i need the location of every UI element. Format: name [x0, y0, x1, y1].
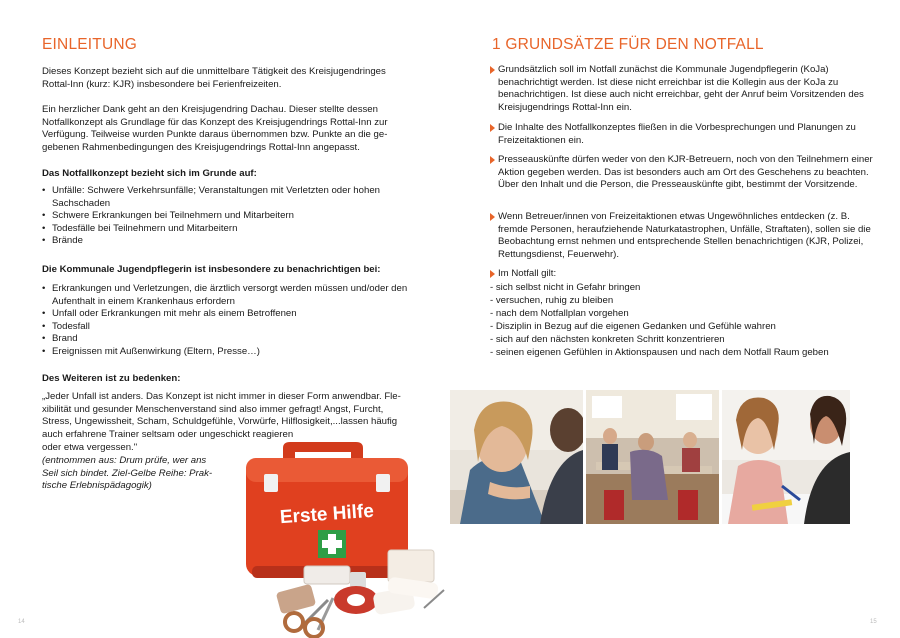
list-item: - versuchen, ruhig zu bleiben [490, 295, 614, 306]
list-item: - seinen eigenen Gefühlen in Aktionspausen und nach dem Notfall Raum geben [490, 347, 829, 358]
page-number-left: 14 [18, 619, 25, 625]
list-notfallkonzept [42, 185, 408, 248]
photo-classroom [586, 390, 719, 524]
thanks-paragraph: Ein herzlicher Dank geht an den Kreisjugendring Dachau. Dieser stellte dessen Notfallkonzept als Grundlage für das Konzept des Kreisjugendrings Rottal-Inn zur Verfügung. Teilweise wurden Punkte daraus übernommen bzw. Punkte an die gegebenen Rahmenbedingungen des Kreisjugendrings Rottal-Inn angepasst. [42, 104, 388, 153]
page-number-right: 15 [870, 619, 877, 625]
list-item: - sich selbst nicht in Gefahr bringen [490, 282, 641, 293]
quote-paragraph: „Jeder Unfall ist anders. Das Konzept ist nicht immer in dieser Form anwendbar. Flexibilität und gesunder Menschenverstand sind also immer gefragt! Angst, Furcht, Stress, Ungewissheit, Scham, Schuldgefühle, Vorwürfe, Hilflosigkeit,...lassen häufig auch erfahrene Trainer seltsam oder ungeschickt reagieren [42, 391, 401, 440]
list-item: • Ereignissen mit Außenwirkung (Eltern, Presse…) [42, 346, 408, 359]
arrow-bullet-icon [490, 213, 495, 221]
arrow-bullet-icon [490, 156, 495, 164]
kit-label: Erste Hilfe [279, 500, 375, 529]
list-item: - Disziplin in Bezug auf die eigenen Gedanken und Gefühle wahren [490, 321, 776, 332]
list-item: - nach dem Notfallplan vorgehen [490, 308, 629, 319]
principle-item: Grundsätzlich soll im Notfall zunächst die Kommunale Jugendpflegerin (KoJa) benachrichtigt werden. Ist diese nicht erreichbar ist die Kollegin aus der KoJa zu benachrichtigen. Ist diese auch nicht erreichbar, geht der Anruf beim Vorsitzenden des Kreisjugendrings Rottal-Inn ein. [490, 64, 873, 114]
list-item: • Brand [42, 333, 408, 346]
arrow-bullet-icon [490, 124, 495, 132]
principle-item: Die Inhalte des Notfallkonzeptes fließen in die Vorbesprechungen und Planungen zu Freizeitaktionen ein. [490, 122, 873, 147]
quote-ending: oder etwa vergessen." [42, 442, 138, 453]
list-item: • Todesfall [42, 321, 408, 334]
notfall-rules-list [490, 281, 890, 359]
principle-item: Presseauskünfte dürfen weder von den KJR-Betreuern, noch von den Teilnehmern einer Aktion gegeben werden. Das ist besonders auch am Ort des Geschehens zu beachten. Über den Inhalt und die Person, die Presseauskünfte gibt, bestimmt der Vorsitzende. [490, 154, 873, 192]
arrow-bullet-icon [490, 270, 495, 278]
list-item: - sich auf den nächsten konkreten Schritt konzentrieren [490, 334, 725, 345]
list-item: • Unfälle: Schwere Verkehrsunfälle; Veranstaltungen mit Verletzten oder hohen Sachschaden [42, 185, 408, 210]
photo-girl-thinking [450, 390, 583, 524]
list-item: • Erkrankungen und Verletzungen, die ärztlich versorgt werden müssen und/oder den Aufenthalt in einem Krankenhaus erfordern [42, 283, 408, 308]
heading-bedenken: Des Weiteren ist zu bedenken: [42, 373, 181, 384]
arrow-bullet-icon [490, 66, 495, 74]
principle-item: Im Notfall gilt: [490, 268, 873, 281]
section-title-einleitung: EINLEITUNG [42, 36, 138, 53]
heading-notfallkonzept: Das Notfallkonzept bezieht sich im Grunde auf: [42, 168, 257, 179]
list-item: • Schwere Erkrankungen bei Teilnehmern und Mitarbeitern [42, 210, 408, 223]
first-aid-kit-image [238, 440, 450, 638]
heading-jugendpflegerin: Die Kommunale Jugendpflegerin ist insbesondere zu benachrichtigen bei: [42, 264, 381, 275]
principle-item: Wenn Betreuer/innen von Freizeitaktionen etwas Ungewöhnliches entdecken (z. B. fremde Personen, heraufziehende Naturkatastrophen, Unfälle, Straftaten), sollen sie die Beobachtung ernst nehmen und entsprechende Stellen benachrichtigen (KJR, Polizei, Rettungsdienst, Feuerwehr). [490, 211, 873, 261]
section-title-grundsaetze: 1 GRUNDSÄTZE FÜR DEN NOTFALL [492, 36, 764, 53]
list-jugendpflegerin [42, 283, 408, 359]
list-item: • Todesfälle bei Teilnehmern und Mitarbeitern [42, 223, 408, 236]
photo-girls-writing [722, 390, 850, 524]
list-item: • Brände [42, 235, 408, 248]
quote-source: (entnommen aus: Drum prüfe, wer ans Seil sich bindet. Ziel-Gelbe Reihe: Praktische Erlebnispädagogik) [42, 455, 213, 492]
list-item: • Unfall oder Erkrankungen mit mehr als einem Betroffenen [42, 308, 408, 321]
intro-paragraph: Dieses Konzept bezieht sich auf die unmittelbare Tätigkeit des Kreisjugendringes Rottal-Inn (kurz: KJR) insbesondere bei Ferienfreizeiten. [42, 66, 386, 90]
right-page [450, 0, 900, 638]
